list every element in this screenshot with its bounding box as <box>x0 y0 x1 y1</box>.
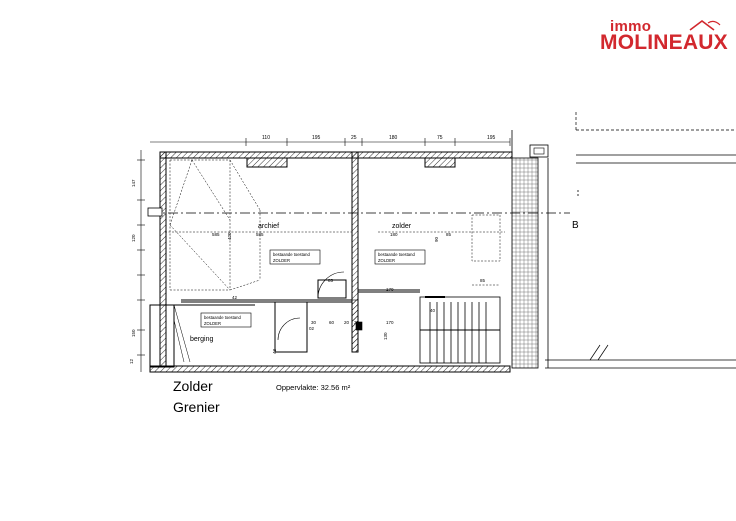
archief-roof-lines <box>170 160 260 290</box>
dim-585-a: 585 <box>256 232 264 237</box>
dim-left-12: 12 <box>129 358 134 364</box>
dim-85-a: 85 <box>446 232 452 237</box>
dim-02: 02 <box>309 326 315 331</box>
room-label-archief: archief <box>258 223 280 230</box>
dim-420: 420 <box>227 232 232 240</box>
dim-30: 30 <box>311 320 317 325</box>
status-box-3-line1: bestaande toestand <box>204 315 241 320</box>
status-box-1-line1: bestaande toestand <box>273 252 310 257</box>
status-box-2-line2: ZOLDER <box>378 258 395 263</box>
berging-stair-lines <box>174 305 190 362</box>
dim-170-a: 170 <box>386 287 394 292</box>
dim-85-b: 85 <box>480 278 486 283</box>
dim-60: 60 <box>329 320 335 325</box>
status-box-1-line2: ZOLDER <box>273 258 290 263</box>
dim-left-150: 150 <box>131 329 136 337</box>
status-box-3-line2: ZOLDER <box>204 321 221 326</box>
dim-top-5: 75 <box>437 135 443 141</box>
dim-25: 25 <box>354 320 360 325</box>
left-dimension-line <box>137 150 145 372</box>
dim-20: 20 <box>344 320 350 325</box>
status-box-1 <box>270 250 320 264</box>
dim-90: 90 <box>434 236 439 242</box>
dim-top-1: 110 <box>262 135 270 141</box>
dim-42: 42 <box>232 295 238 300</box>
dim-585-b: 585 <box>212 232 220 237</box>
dim-top-4: 180 <box>389 135 398 141</box>
brand-line-2: MOLINEAUX <box>600 31 728 54</box>
room-label-berging: berging <box>190 336 214 343</box>
dim-left-147: 147 <box>131 179 136 187</box>
dim-85-c: 85 <box>328 278 334 283</box>
status-box-2 <box>375 250 425 264</box>
dim-top-3: 25 <box>351 135 357 141</box>
dim-left-120: 120 <box>131 234 136 242</box>
plan-title-dutch: Zolder <box>173 378 213 394</box>
section-marker: B <box>572 220 579 231</box>
top-dimension-line <box>150 138 510 146</box>
pillars <box>352 300 362 352</box>
status-box-2-line1: bestaande toestand <box>378 252 415 257</box>
floor-area-label: Oppervlakte: 32.56 m² <box>276 383 351 392</box>
plan-title-french: Grenier <box>173 399 220 415</box>
dim-130: 130 <box>383 332 388 340</box>
right-exterior <box>545 112 736 368</box>
dim-top-6: 195 <box>487 135 496 141</box>
dim-180: 180 <box>390 232 398 237</box>
right-wall-strip <box>512 130 548 368</box>
dim-top-2: 195 <box>312 135 321 141</box>
brand-line-1: immo <box>610 18 652 35</box>
dim-170-b: 170 <box>386 320 394 325</box>
staircase <box>420 297 500 363</box>
room-label-zolder: zolder <box>392 223 412 230</box>
status-box-3 <box>201 313 251 327</box>
dim-43: 43 <box>272 348 277 354</box>
dim-40: 40 <box>430 308 436 313</box>
